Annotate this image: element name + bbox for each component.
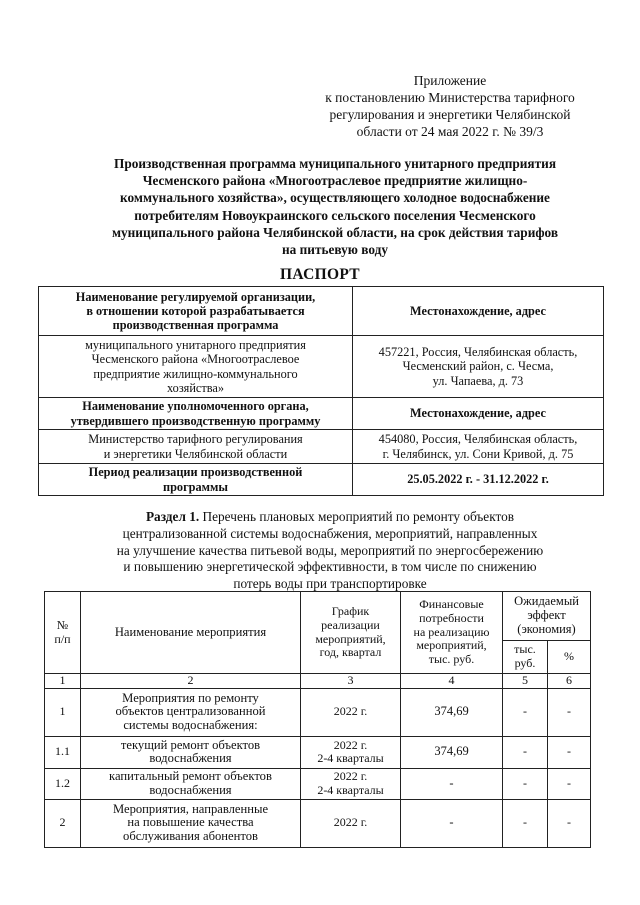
row-effect-pct: - (548, 799, 591, 847)
section-label: Раздел 1. (145, 509, 200, 524)
cell-line: утвердившего производственную программу (70, 413, 321, 428)
section-line: на улучшение качества питьевой воды, мероприятий по энергосбережению (116, 542, 544, 558)
row-effect-pct: - (548, 768, 591, 799)
column-number: 5 (503, 674, 548, 689)
cell-line: Наименование уполномоченного органа, (82, 399, 309, 414)
cell-line: текущий ремонт объектов (120, 737, 261, 752)
row-num: 1.2 (45, 768, 81, 799)
column-numbers-row (45, 674, 591, 689)
cell-line: тыс. руб. (428, 652, 475, 667)
cell-line: обслуживания абонентов (123, 829, 258, 844)
cell-line: 454080, Россия, Челябинская область, (378, 432, 578, 447)
section-line (60, 509, 600, 526)
cell-line: системы водоснабжения: (123, 718, 258, 733)
cell-line: 2-4 кварталы (317, 751, 384, 766)
cell-line: Министерство тарифного регулирования (88, 432, 303, 447)
title-line: Производственная программа муниципального унитарного предприятия (113, 156, 557, 171)
header-finance (401, 592, 503, 674)
period-header-cell (39, 464, 353, 496)
cell-line: 2-4 кварталы (317, 782, 384, 797)
cell-line: График (331, 603, 370, 618)
table-row (45, 688, 591, 736)
table-row (45, 736, 591, 768)
authority-address-cell (353, 430, 604, 464)
cell-line: реализации (321, 617, 380, 632)
row-num: 2 (45, 799, 81, 847)
table-row (45, 768, 591, 799)
column-number: 6 (548, 674, 591, 689)
row-schedule (301, 768, 401, 799)
authority-header-cell (39, 398, 353, 430)
row-num: 1 (45, 688, 81, 736)
org-name-cell (39, 336, 353, 398)
row-effect-rub: - (503, 799, 548, 847)
cell-line: водоснабжения (149, 751, 232, 766)
header-name: Наименование мероприятия (81, 592, 301, 674)
cell-line: Финансовые (419, 597, 484, 611)
row-schedule (301, 736, 401, 768)
cell-line: мероприятий, (416, 638, 487, 653)
section-text: Перечень плановых мероприятий по ремонту объектов (202, 509, 515, 524)
cell-line: г. Челябинск, ул. Сони Кривой, д. 75 (382, 446, 574, 461)
cell-line: предприятие жилищно-коммунального (93, 366, 298, 381)
row-finance: 374,69 (401, 736, 503, 768)
cell-line: мероприятий, (315, 631, 386, 646)
cell-line: 2022 г. (333, 737, 368, 752)
header-schedule (301, 592, 401, 674)
title-line: потребителям Новоукраинского сельского поселения Чесменского (134, 207, 536, 223)
org-header-cell (39, 287, 353, 336)
row-name (81, 736, 301, 768)
row-effect-rub: - (503, 768, 548, 799)
cell-line: на повышение качества (127, 815, 254, 830)
document-title (55, 155, 615, 258)
section-line: централизованной системы водоснабжения, мероприятий, направленных (122, 525, 538, 541)
cell-line: руб. (514, 656, 536, 670)
cell-line: программы (163, 479, 228, 494)
cell-line: и энергетики Челябинской области (103, 446, 288, 461)
cell-line: Мероприятия, направленные (112, 801, 269, 816)
row-num: 1.1 (45, 736, 81, 768)
cell-line: Чесменский район, с. Чесма, (402, 359, 554, 374)
row-name (81, 799, 301, 847)
section-line: потерь воды при транспортировке (233, 576, 427, 592)
table-row (39, 430, 604, 464)
row-finance: - (401, 768, 503, 799)
appendix-line: к постановлению Министерства тарифного (325, 90, 575, 105)
row-name (81, 768, 301, 799)
table-row (39, 464, 604, 496)
cell-line: водоснабжения (149, 782, 232, 797)
header-effect-pct: % (548, 641, 591, 674)
authority-name-cell (39, 430, 353, 464)
table-row (39, 336, 604, 398)
cell-line: объектов централизованной (115, 704, 266, 719)
appendix-note (300, 72, 600, 140)
appendix-line: регулирования и энергетики Челябинской (329, 107, 571, 122)
title-line: муниципального района Челябинской области, на срок действия тарифов (111, 224, 559, 240)
period-value-cell: 25.05.2022 г. - 31.12.2022 г. (353, 464, 604, 496)
cell-line: производственная программа (112, 318, 279, 333)
appendix-line: области от 24 мая 2022 г. № 39/3 (356, 124, 544, 139)
row-schedule: 2022 г. (301, 799, 401, 847)
table-row (39, 287, 604, 336)
cell-line: год, квартал (319, 645, 382, 660)
cell-line: муниципального унитарного предприятия (85, 337, 306, 352)
section-1-heading (60, 509, 600, 593)
column-number: 2 (81, 674, 301, 689)
title-line: коммунального хозяйства», осуществляющего холодное водоснабжение (120, 190, 550, 206)
measures-table (44, 591, 591, 848)
cell-line: эффект (527, 608, 566, 623)
table-row (39, 398, 604, 430)
cell-line: на реализацию (413, 624, 490, 639)
cell-line: Период реализации производственной (88, 465, 303, 480)
cell-line: капитальный ремонт объектов (109, 769, 272, 783)
cell-line: хозяйства» (166, 380, 224, 395)
location-header-cell: Местонахождение, адрес (353, 287, 604, 336)
cell-line: тыс. (514, 642, 536, 657)
appendix-line: Приложение (413, 73, 487, 88)
title-line: на питьевую воду (281, 242, 388, 258)
cell-line: № (56, 617, 69, 632)
cell-line: ул. Чапаева, д. 73 (432, 373, 524, 388)
column-number: 1 (45, 674, 81, 689)
row-name (81, 688, 301, 736)
column-number: 3 (301, 674, 401, 689)
cell-line: 2022 г. (333, 769, 368, 783)
passport-heading: ПАСПОРТ (280, 266, 360, 283)
cell-line: п/п (54, 631, 71, 646)
row-finance: - (401, 799, 503, 847)
row-effect-pct: - (548, 688, 591, 736)
title-line: Чесменского района «Многоотраслевое предприятие жилищно- (142, 173, 528, 189)
cell-line: потребности (419, 610, 484, 625)
row-effect-rub: - (503, 688, 548, 736)
cell-line: Чесменского района «Многоотраслевое (91, 352, 300, 367)
column-number: 4 (401, 674, 503, 689)
cell-line: Ожидаемый (514, 594, 579, 609)
table-header-row (45, 592, 591, 641)
authority-location-header-cell: Местонахождение, адрес (353, 398, 604, 430)
row-effect-rub: - (503, 736, 548, 768)
cell-line: Мероприятия по ремонту (122, 690, 259, 705)
row-effect-pct: - (548, 736, 591, 768)
header-num (45, 592, 81, 674)
row-schedule: 2022 г. (301, 688, 401, 736)
org-address-cell (353, 336, 604, 398)
table-row (45, 799, 591, 847)
header-effect-rub (503, 641, 548, 674)
section-line: и повышению энергетической эффективности, в том числе по снижению (123, 559, 537, 575)
cell-line: (экономия) (517, 621, 576, 636)
row-finance: 374,69 (401, 688, 503, 736)
cell-line: в отношении которой разрабатывается (86, 303, 305, 318)
cell-line: Наименование регулируемой организации, (75, 289, 316, 304)
header-effect (503, 592, 591, 641)
passport-table (38, 286, 604, 496)
cell-line: 457221, Россия, Челябинская область, (378, 345, 578, 360)
